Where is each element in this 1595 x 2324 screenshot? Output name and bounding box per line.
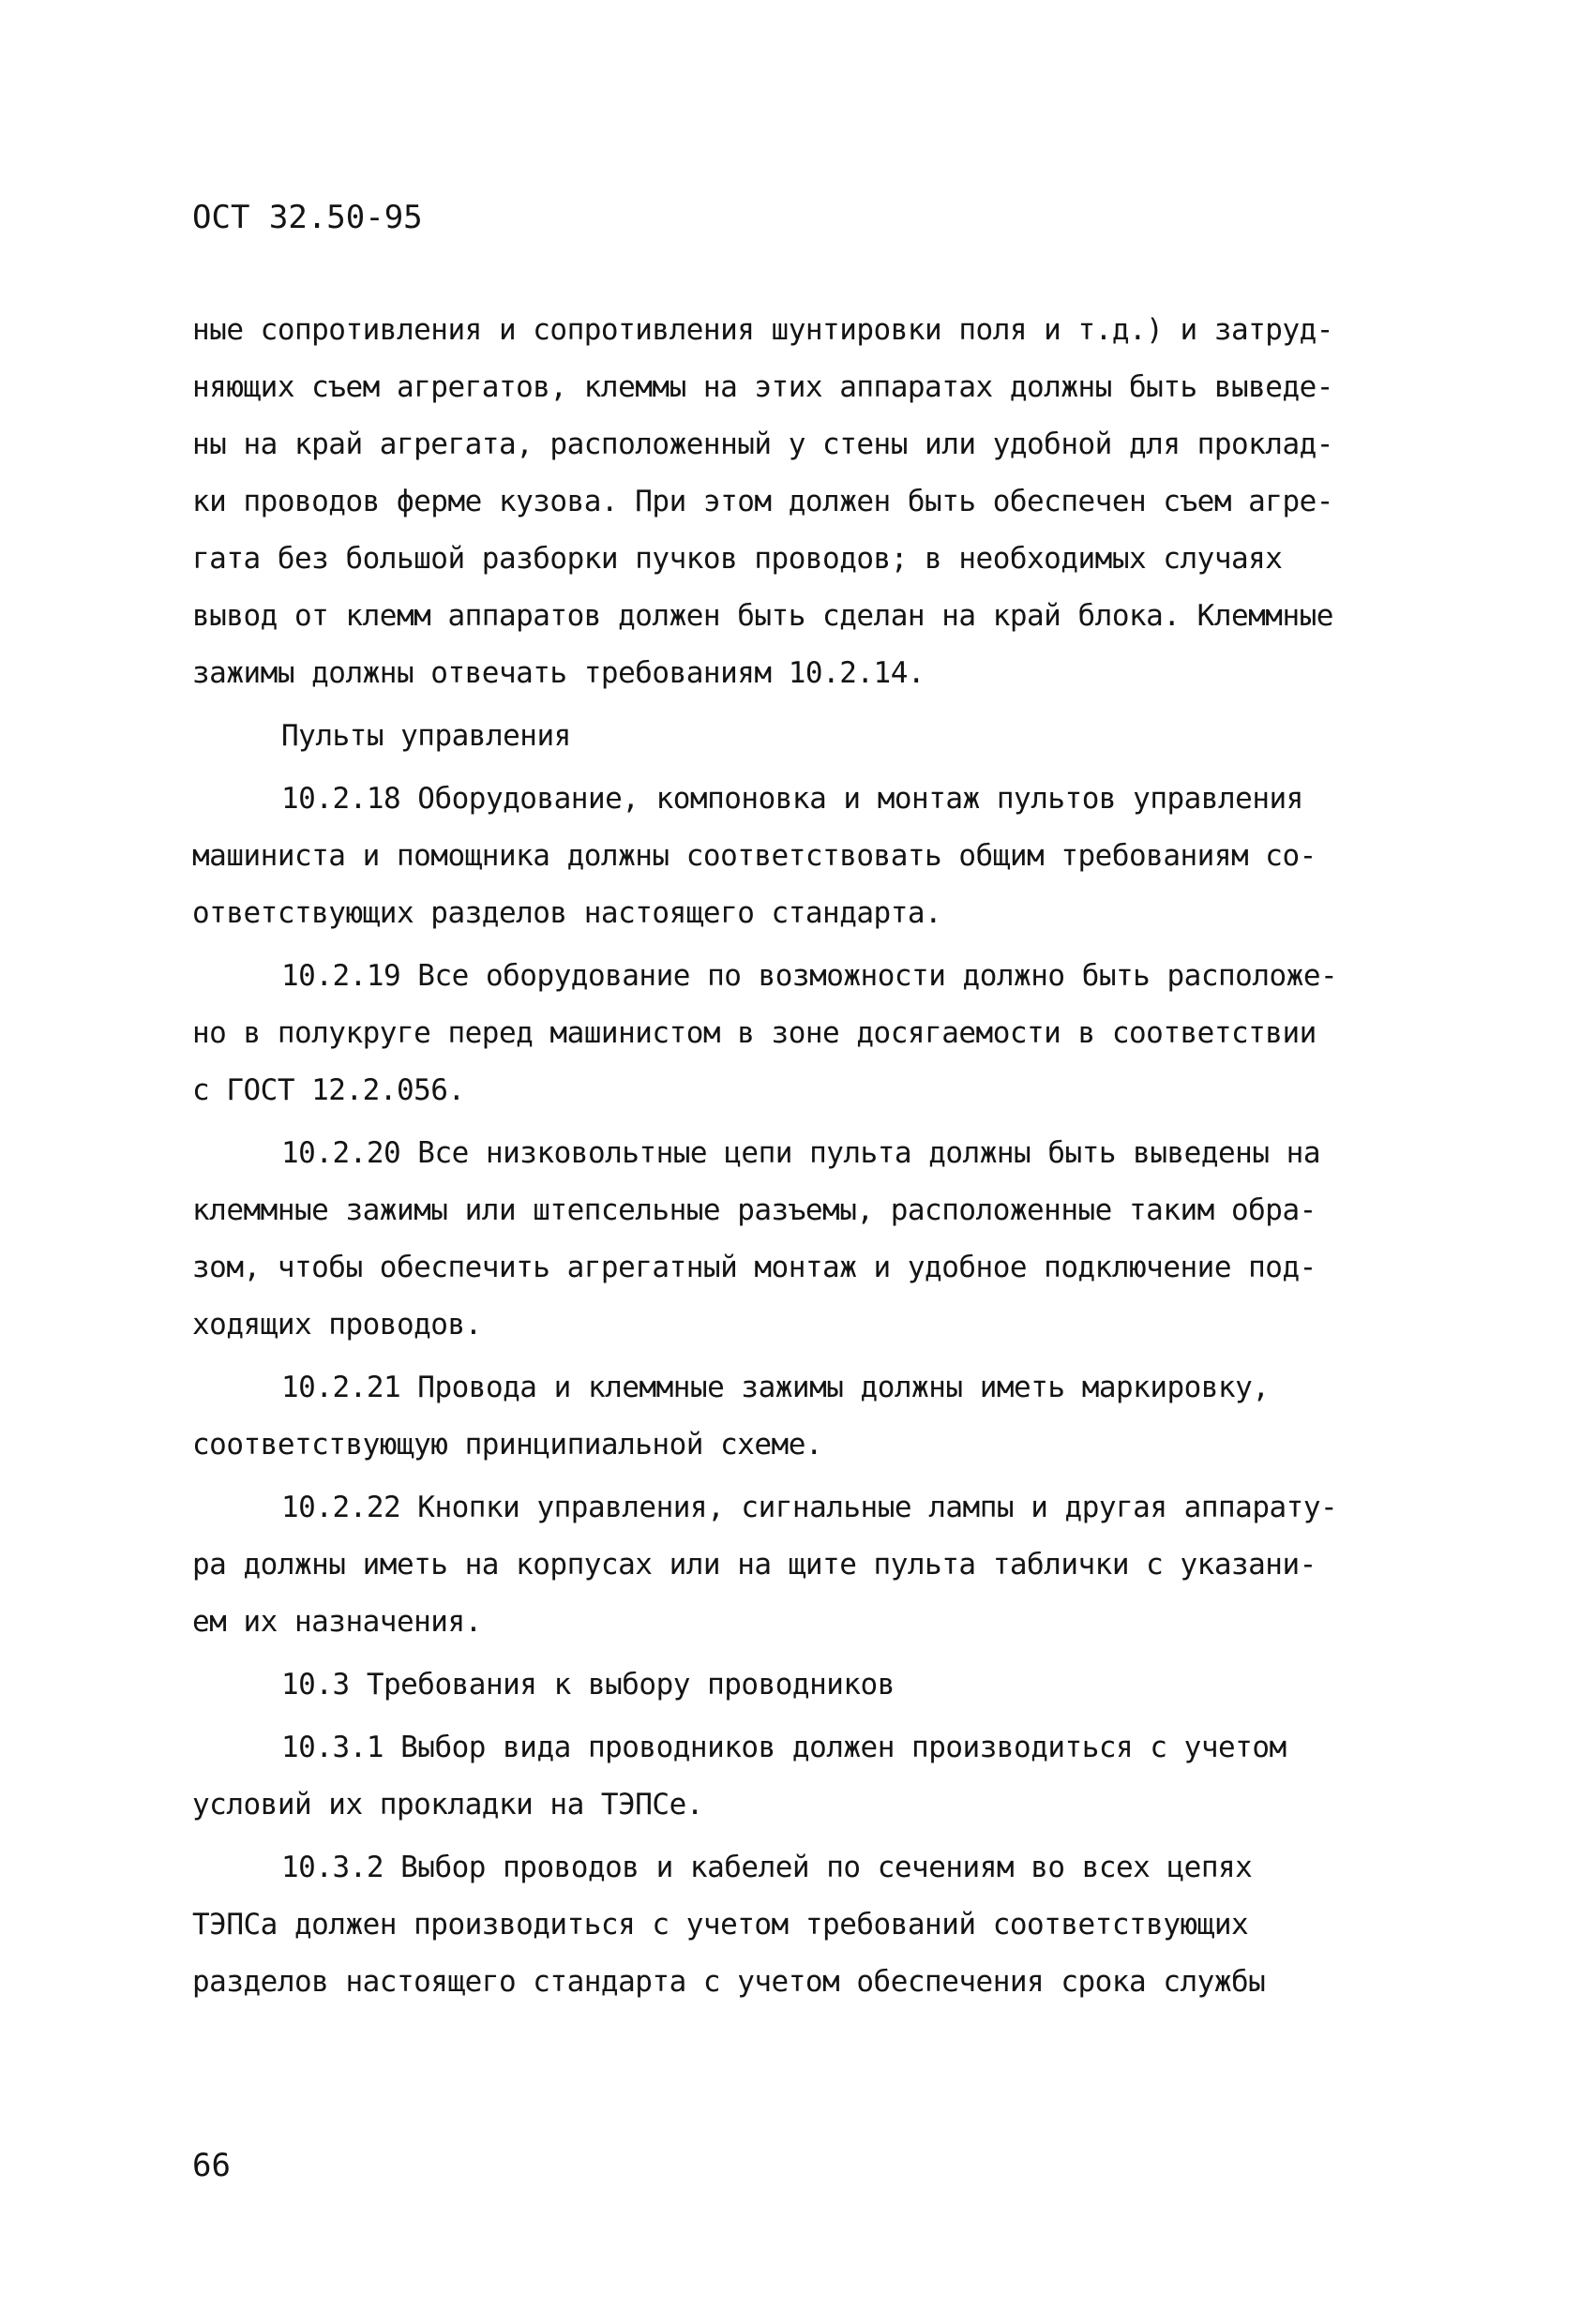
text-line: ходящих проводов.: [192, 1308, 482, 1342]
text-line: машиниста и помощника должны соответствовать общим требованиям со-: [192, 839, 1317, 873]
text-line: зом, чтобы обеспечить агрегатный монтаж и удобное подключение под-: [192, 1251, 1317, 1284]
text-line: ны на край агрегата, расположенный у стены или удобной для проклад-: [192, 427, 1333, 461]
text-line: ем их назначения.: [192, 1605, 482, 1639]
section-heading: Пульты управления: [281, 719, 571, 753]
text-line: ки проводов ферме кузова. При этом должен быть обеспечен съем агре-: [192, 485, 1333, 518]
document-body: [192, 302, 1411, 2011]
text-line: ные сопротивления и сопротивления шунтировки поля и т.д.) и затруд-: [192, 313, 1333, 347]
text-line: но в полукруге перед машинистом в зоне досягаемости в соответствии: [192, 1016, 1317, 1050]
text-line: ТЭПСа должен производиться с учетом требований соответствующих: [192, 1908, 1249, 1942]
text-line: разделов настоящего стандарта с учетом обеспечения срока службы: [192, 1965, 1266, 1999]
text-line: условий их прокладки на ТЭПСе.: [192, 1788, 703, 1822]
clause-start: 10.2.22 Кнопки управления, сигнальные лампы и другая аппарату-: [281, 1491, 1338, 1524]
text-line: соответствующую принципиальной схеме.: [192, 1428, 823, 1462]
clause-start: 10.2.20 Все низковольтные цепи пульта должны быть выведены на: [281, 1136, 1320, 1170]
clause-start: 10.2.18 Оборудование, компоновка и монтаж пультов управления: [281, 782, 1303, 816]
text-line: гата без большой разборки пучков проводов; в необходимых случаях: [192, 542, 1283, 576]
clause-start: 10.2.19 Все оборудование по возможности должно быть расположе-: [281, 959, 1338, 993]
text-line: няющих съем агрегатов, клеммы на этих аппаратах должны быть выведе-: [192, 370, 1333, 404]
section-heading: 10.3 Требования к выбору проводников: [281, 1668, 895, 1702]
text-line: зажимы должны отвечать требованиям 10.2.14.: [192, 656, 925, 690]
clause-start: 10.3.2 Выбор проводов и кабелей по сечениям во всех цепях: [281, 1851, 1253, 1884]
text-line: вывод от клемм аппаратов должен быть сделан на край блока. Клеммные: [192, 599, 1333, 633]
text-line: с ГОСТ 12.2.056.: [192, 1073, 465, 1107]
text-line: ра должны иметь на корпусах или на щите пульта таблички с указани-: [192, 1548, 1317, 1582]
page-number: 66: [192, 2147, 231, 2184]
clause-start: 10.2.21 Провода и клеммные зажимы должны иметь маркировку,: [281, 1371, 1270, 1404]
text-line: клеммные зажимы или штепсельные разъемы, расположенные таким обра-: [192, 1193, 1317, 1227]
document-id: ОСТ 32.50-95: [192, 199, 423, 236]
text-line: ответствующих разделов настоящего стандарта.: [192, 896, 942, 930]
clause-start: 10.3.1 Выбор вида проводников должен производиться с учетом: [281, 1731, 1287, 1764]
